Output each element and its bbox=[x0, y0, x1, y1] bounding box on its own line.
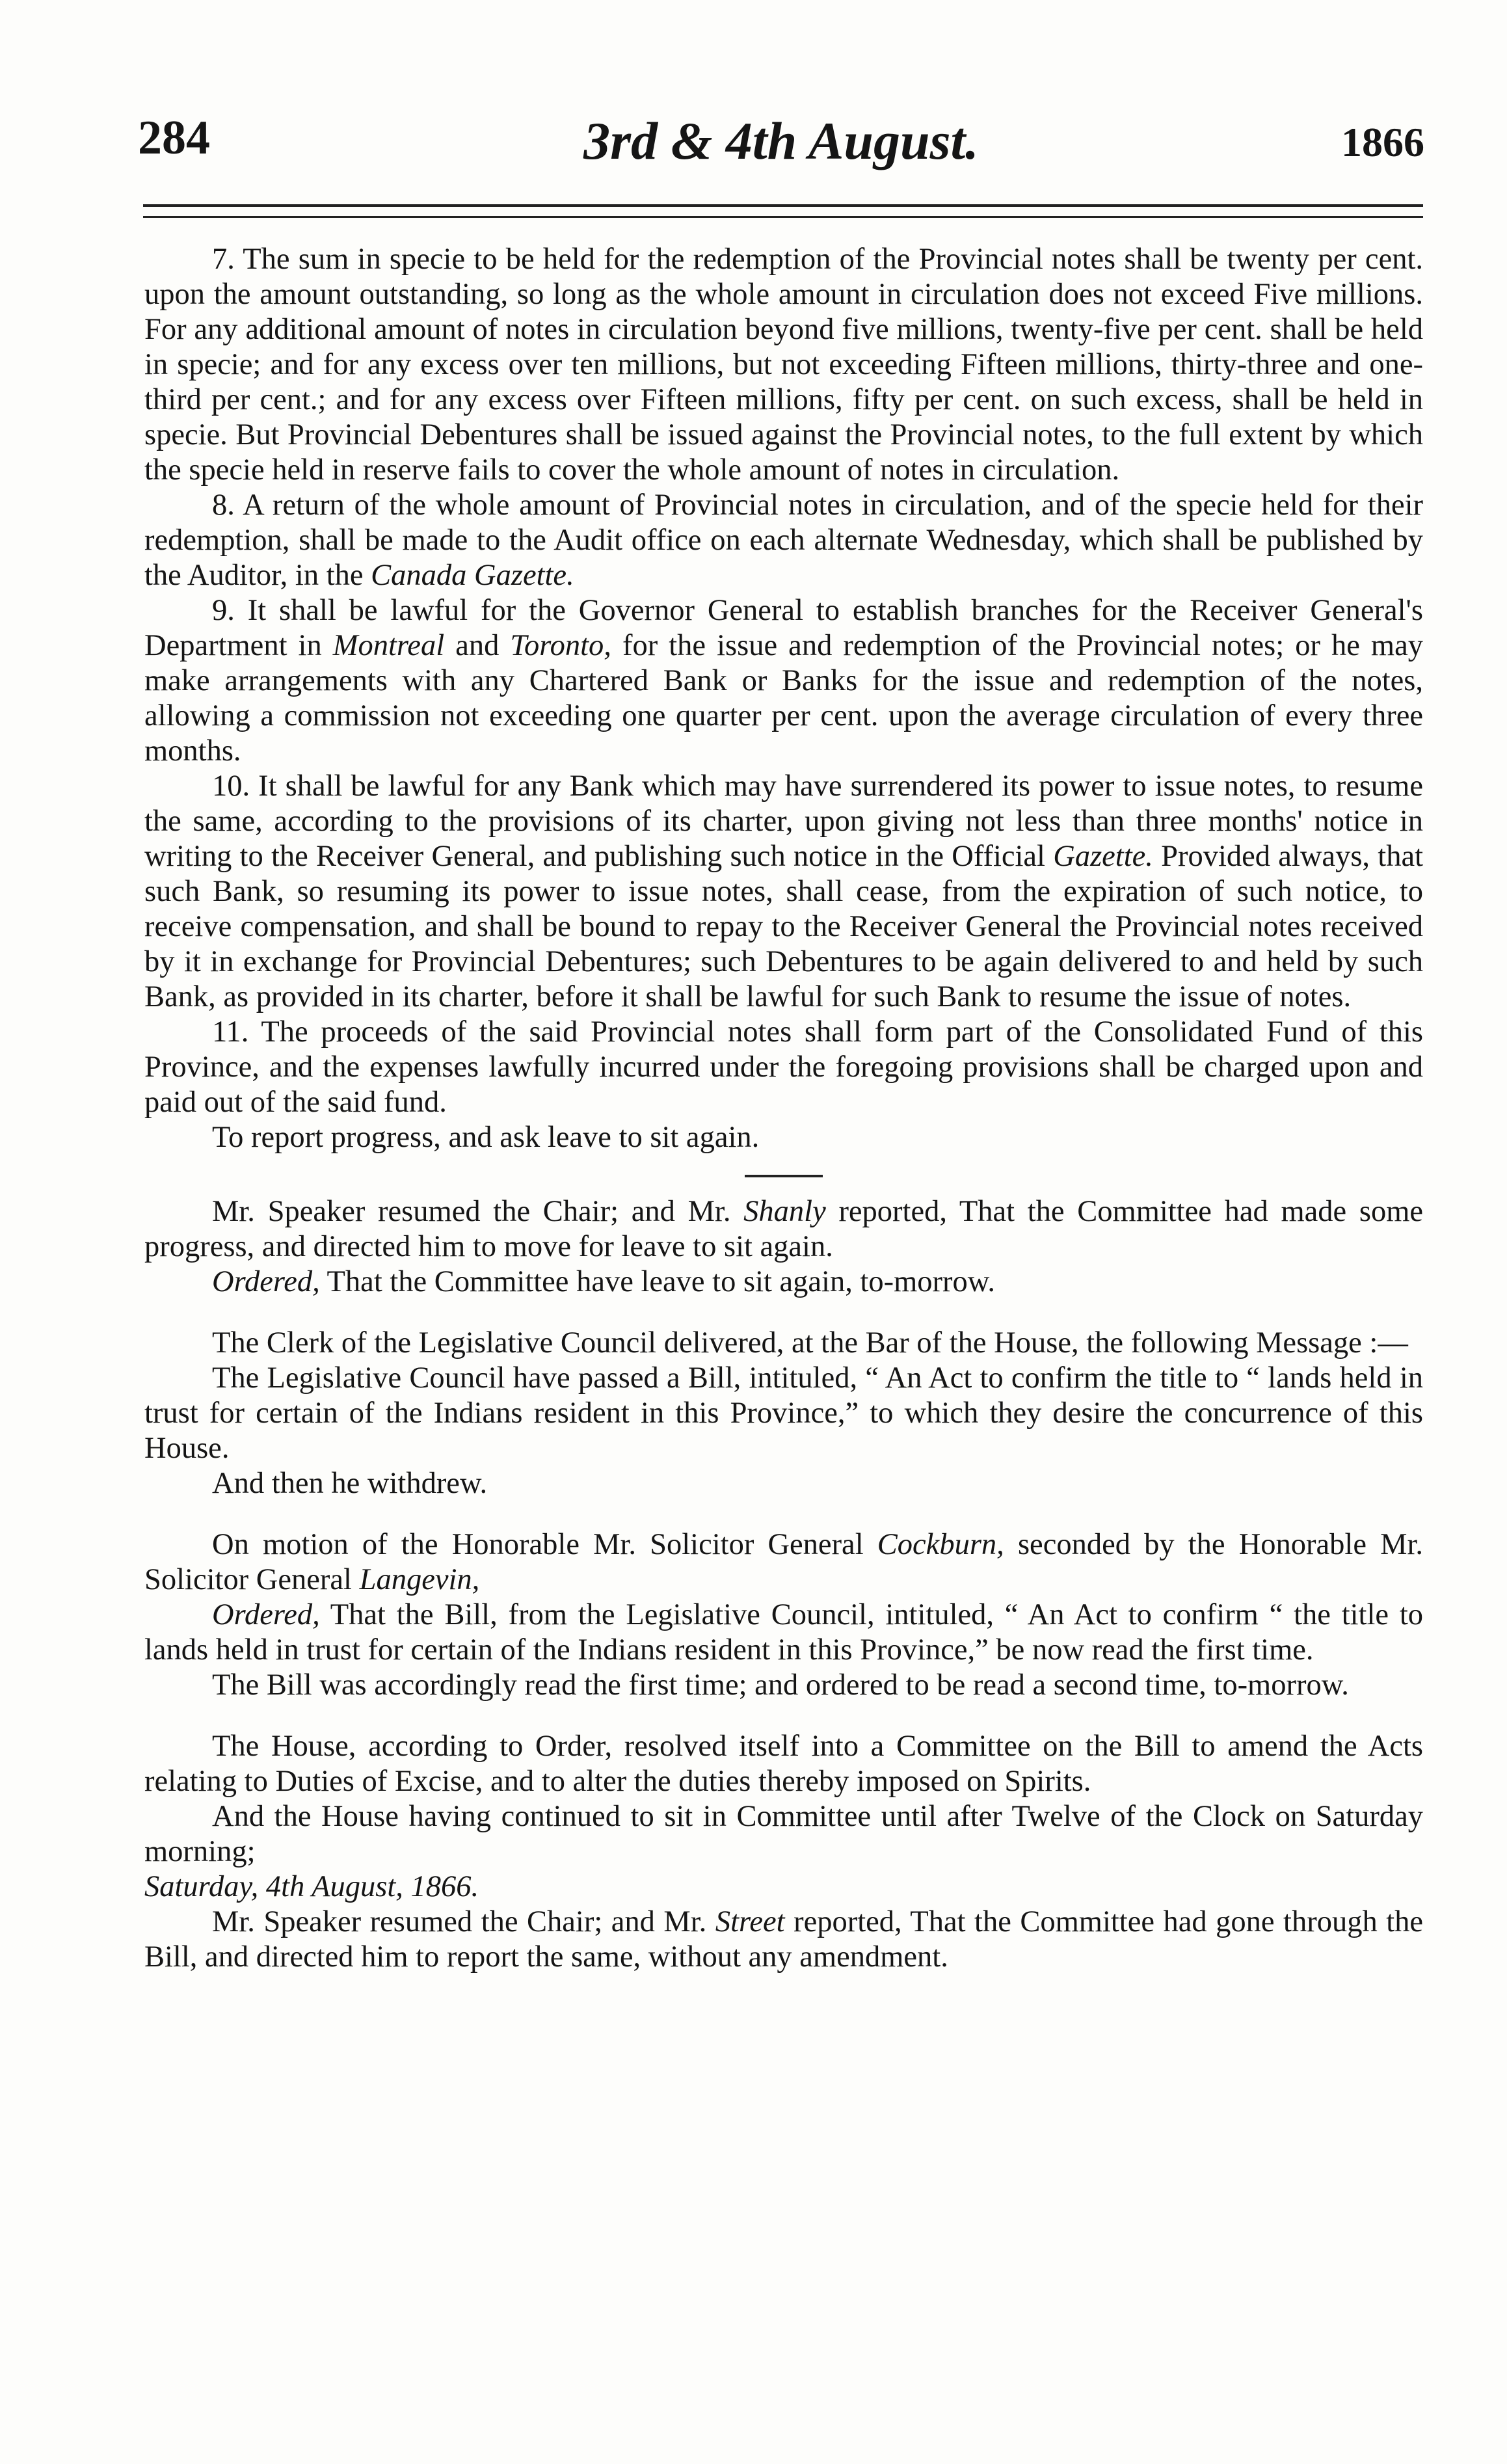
header-year: 1866 bbox=[1341, 119, 1424, 165]
page-number: 284 bbox=[138, 111, 210, 165]
clause-10-text-b: Provided always, that such Bank, so resuming its power to issue notes, shall cease, from the expiration of such notice, to receive compensation, and shall be bound to repay to the Receiver General the Provincial notes received by it in exchange for Provincial Debentures; such Debentures to be again delivered to and held by such Bank, as provided in its charter, before it shall be lawful for such Bank to resume the issue of notes. bbox=[144, 840, 1424, 1013]
member-cockburn: Cockburn, bbox=[877, 1528, 1004, 1561]
clause-9-text-a: 9. It shall be lawful for the Governor General to establish branches for the Receiver General's Department in bbox=[144, 594, 1423, 662]
motion bbox=[144, 1527, 1423, 1598]
clause-9-and: and bbox=[455, 629, 500, 662]
bill-read: The Bill was accordingly read the first time; and ordered to be read a second time, to-morrow. bbox=[212, 1668, 1349, 1702]
final-text-b: reported, That the Committee had gone through the Bill, and directed him to report the same, without any amendment. bbox=[144, 1905, 1424, 1974]
clause-8 bbox=[144, 488, 1423, 593]
motion-text-b: seconded by the Honorable Mr. Solicitor General bbox=[144, 1528, 1424, 1596]
toronto: Toronto, bbox=[510, 629, 611, 662]
page-body bbox=[144, 242, 1423, 1975]
section-separator bbox=[745, 1175, 823, 1177]
clause-10-text-a: 10. It shall be lawful for any Bank which may have surrendered its power to issue notes, to resume the same, according to the provisions of its charter, upon giving not less than three months' notice in writing to the Receiver General, and publishing such notice in the Official bbox=[144, 770, 1423, 873]
sitting-continued: And the House having continued to sit in Committee until after Twelve of the Clock on Saturday morning; bbox=[144, 1800, 1423, 1868]
header-rule-bottom bbox=[143, 216, 1423, 218]
council-message: The Legislative Council have passed a Bill, intituled, “ An Act to confirm the title to “ lands held in trust for certain of the Indians resident in this Province,” to which they desire the concurrence of this House. bbox=[144, 1361, 1423, 1465]
speaker-text-b: reported, That the Committee had made some progress, and directed him to move for leave to sit again. bbox=[144, 1195, 1424, 1263]
sitting-date: Saturday, 4th August, 1866. bbox=[144, 1870, 479, 1903]
withdrew: And then he withdrew. bbox=[212, 1467, 488, 1500]
member-street: Street bbox=[715, 1905, 785, 1938]
ordered-label-2: Ordered, bbox=[212, 1598, 320, 1631]
speaker-resumed bbox=[144, 1194, 1423, 1265]
final-report bbox=[144, 1905, 1423, 1975]
clause-10 bbox=[144, 769, 1423, 1015]
page-title: 3rd & 4th August. bbox=[583, 111, 979, 170]
order-committee bbox=[144, 1265, 1423, 1300]
canada-gazette: Canada Gazette. bbox=[371, 559, 574, 592]
header-rule-top bbox=[143, 204, 1423, 207]
clause-9-text-b: for the issue and redemption of the Provincial notes; or he may make arrangements with any Chartered Bank or Banks for the issue and redemption of the notes, allowing a commission not exceeding one quarter per cent. upon the average circulation of every three months. bbox=[144, 629, 1423, 768]
clause-9 bbox=[144, 593, 1423, 769]
page-header bbox=[138, 111, 1424, 182]
committee-excise: The House, according to Order, resolved itself into a Committee on the Bill to amend the Acts relating to Duties of Excise, and to alter the duties thereby imposed on Spirits. bbox=[144, 1730, 1423, 1798]
clause-11: 11. The proceeds of the said Provincial notes shall form part of the Consolidated Fund of this Province, and the expenses lawfully incurred under the foregoing provisions shall be charged upon and paid out of the said fund. bbox=[144, 1015, 1423, 1119]
member-shanly: Shanly bbox=[743, 1195, 826, 1228]
ordered-text-2: That the Bill, from the Legislative Council, intituled, “ An Act to confirm “ the title to lands held in trust for certain of the Indians resident in this Province,” be now read the first time. bbox=[144, 1598, 1423, 1667]
motion-text-a: On motion of the Honorable Mr. Solicitor General bbox=[212, 1528, 864, 1561]
clause-7: 7. The sum in specie to be held for the redemption of the Provincial notes shall be twenty per cent. upon the amount outstanding, so long as the whole amount in circulation does not exceed Five millions. For any additional amount of notes in circulation beyond five millions, twenty-five per cent. shall be held in specie; and for any excess over ten millions, but not exceeding Fifteen millions, thirty-three and one-third per cent.; and for any excess over Fifteen millions, fifty per cent. on such excess, shall be held in specie. But Provincial Debentures shall be issued against the Provincial notes, to the full extent by which the specie held in reserve fails to cover the whole amount of notes in circulation. bbox=[144, 243, 1423, 487]
clause-8-text: 8. A return of the whole amount of Provincial notes in circulation, and of the specie held for their redemption, shall be made to the Audit office on each alternate Wednesday, which shall be published by the Auditor, in the bbox=[144, 489, 1423, 592]
ordered-text: That the Committee have leave to sit again, to-morrow. bbox=[327, 1265, 995, 1298]
official-gazette: Gazette. bbox=[1053, 840, 1153, 873]
clerk-message: The Clerk of the Legislative Council delivered, at the Bar of the House, the following Message :— bbox=[212, 1326, 1408, 1359]
montreal: Montreal bbox=[332, 629, 445, 662]
ordered-label: Ordered, bbox=[212, 1265, 320, 1298]
member-langevin: Langevin, bbox=[359, 1563, 480, 1596]
speaker-text-a: Mr. Speaker resumed the Chair; and Mr. bbox=[212, 1195, 731, 1228]
final-text-a: Mr. Speaker resumed the Chair; and Mr. bbox=[212, 1905, 707, 1938]
report-progress: To report progress, and ask leave to sit again. bbox=[212, 1121, 760, 1154]
order-bill bbox=[144, 1598, 1423, 1668]
